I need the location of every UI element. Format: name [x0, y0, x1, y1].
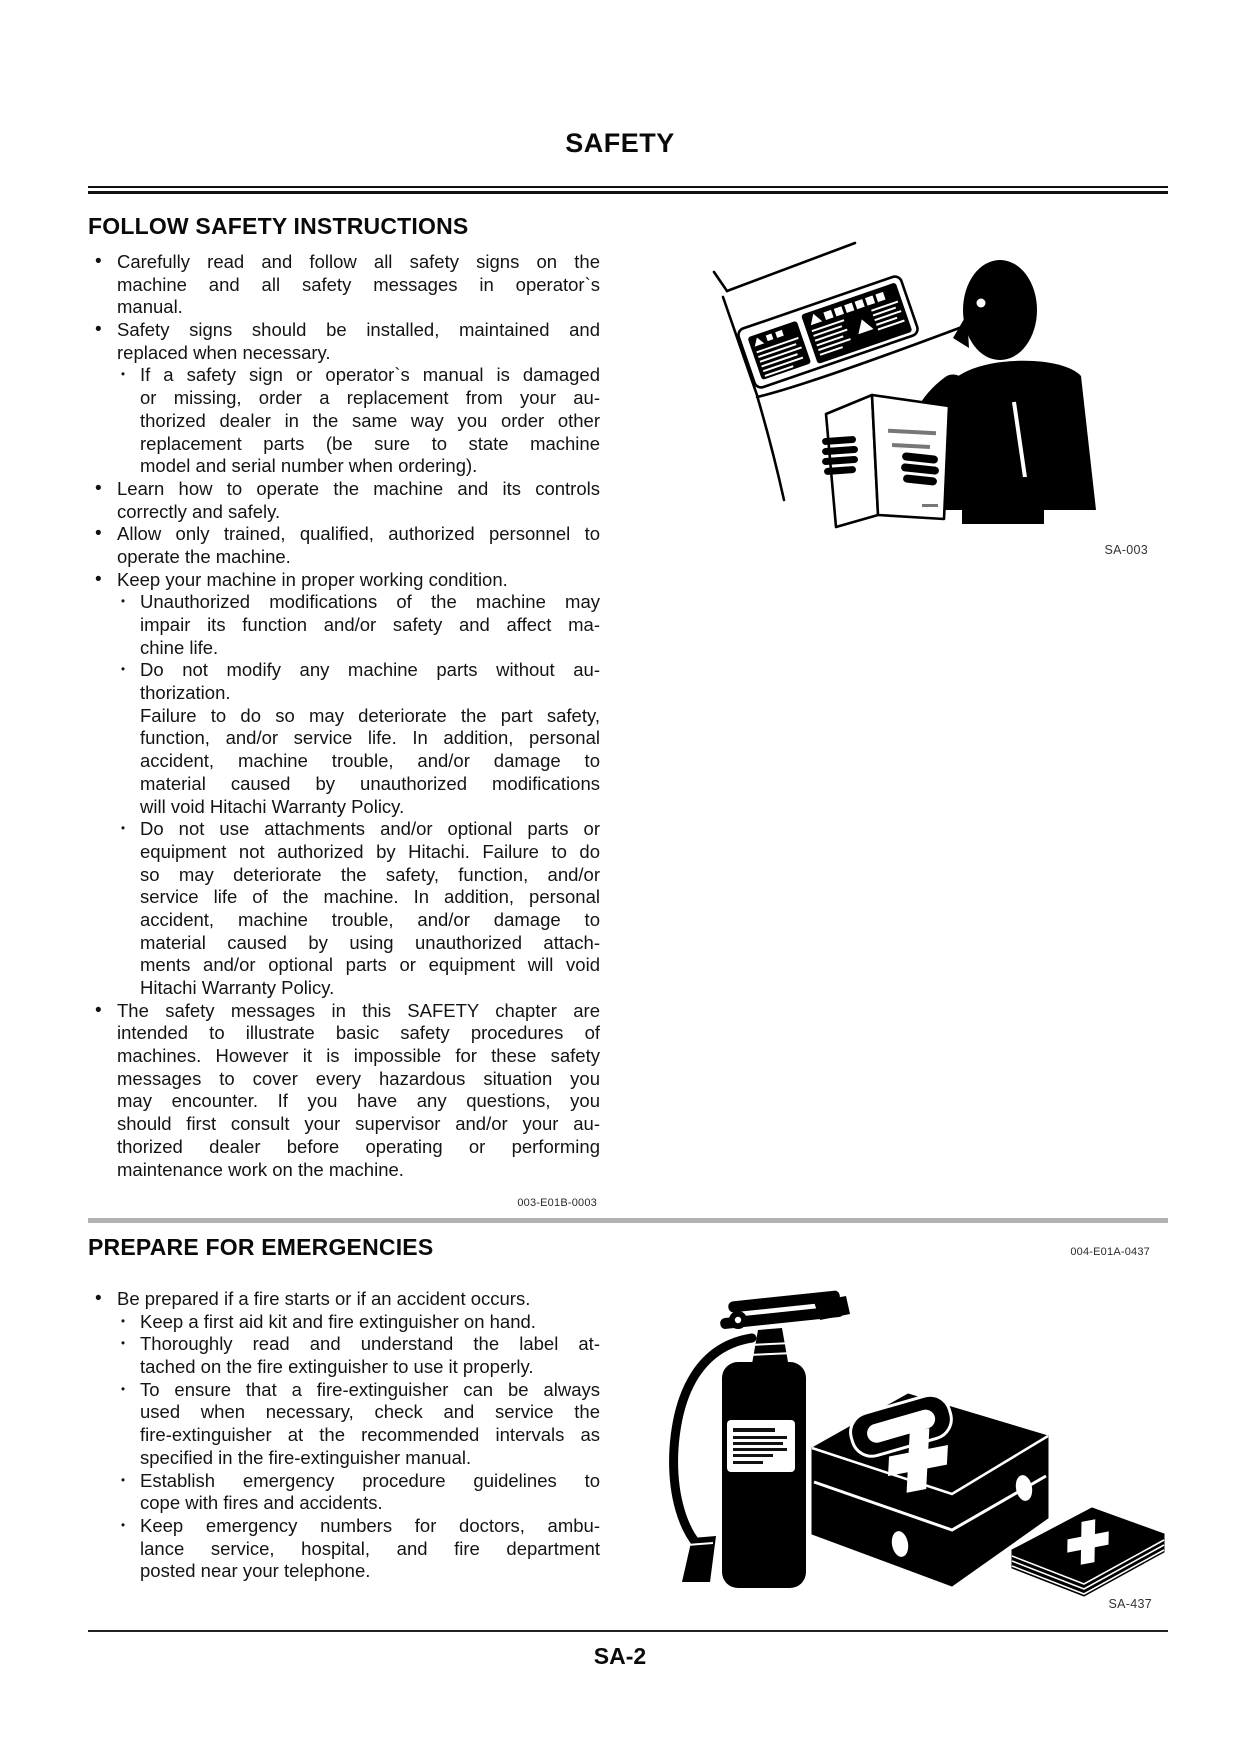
item-text — [140, 1311, 600, 1334]
right-hand-fingers — [901, 452, 940, 486]
text-line: ments and/or optional parts or equipment will void — [140, 954, 600, 976]
text-line: impair its function and/or safety and affect ma- — [140, 614, 600, 636]
bullet-icon: • — [95, 568, 102, 590]
text-line: Do not modify any machine parts without au- — [140, 659, 600, 681]
item-text — [140, 1470, 600, 1515]
item-text — [117, 251, 600, 319]
text-line: The safety messages in this SAFETY chapter are — [117, 999, 600, 1021]
text-line: thorized dealer before operating or performing — [117, 1135, 600, 1157]
fire-extinguisher — [674, 1290, 850, 1588]
text-line: should first consult your supervisor and/or your au- — [117, 1113, 600, 1135]
item-text — [117, 1288, 600, 1311]
text-line: so may deteriorate the safety, function, and/or — [140, 863, 600, 885]
list-item — [118, 1470, 600, 1515]
section-divider — [88, 1218, 1168, 1223]
bullet-icon: • — [95, 523, 102, 545]
text-line: replaced when necessary. — [117, 341, 331, 363]
item-text — [140, 1379, 600, 1470]
item-text — [140, 1515, 600, 1583]
bullet-icon: • — [95, 319, 102, 341]
section-code: 003-E01B-0003 — [517, 1197, 597, 1209]
fire-extinguisher-first-aid-illustration — [600, 1288, 1170, 1600]
warning-label-plate — [737, 275, 920, 390]
text-line: Unauthorized modifications of the machine may — [140, 591, 600, 613]
list-item — [118, 591, 600, 659]
sub-bullet-icon: • — [121, 1315, 126, 1328]
text-line: manual. — [117, 296, 183, 318]
item-text — [117, 478, 600, 523]
list-item — [118, 659, 600, 704]
text-line: chine life. — [140, 636, 219, 658]
text-line: Keep a first aid kit and fire extinguisher on hand. — [140, 1310, 536, 1332]
sub-bullet-icon: • — [121, 1338, 126, 1351]
item-text — [117, 569, 600, 592]
bullet-icon: • — [95, 477, 102, 499]
text-line: machine and all safety messages in operator`s — [117, 273, 600, 295]
text-line: material caused by unauthorized modifications — [140, 772, 600, 794]
bullet-icon: • — [95, 1288, 102, 1309]
footer-rule — [88, 1630, 1168, 1632]
list-item — [118, 1515, 600, 1583]
text-line: Hitachi Warranty Policy. — [140, 977, 335, 999]
text-line: Carefully read and follow all safety signs on the — [117, 251, 600, 272]
list-item — [88, 319, 600, 364]
item-text — [140, 591, 600, 659]
list-item — [88, 478, 600, 523]
text-line: or missing, order a replacement from your au- — [140, 387, 600, 409]
list-item — [88, 1288, 600, 1311]
text-line: thorized dealer in the same way you order other — [140, 409, 600, 431]
text-line: machines. However it is impossible for these safety — [117, 1045, 600, 1067]
text-line: lance service, hospital, and fire department — [140, 1537, 600, 1559]
sub-bullet-icon: • — [121, 1474, 126, 1487]
text-line: fire-extinguisher at the recommended intervals as — [140, 1424, 600, 1446]
sub-bullet-icon: • — [121, 596, 126, 609]
sub-bullet-icon: • — [121, 1519, 126, 1532]
text-line: may encounter. If you have any questions, you — [117, 1090, 600, 1112]
text-line: service life of the machine. In addition, personal — [140, 886, 600, 908]
list-item — [140, 705, 600, 818]
text-line: To ensure that a fire-extinguisher can be always — [140, 1378, 600, 1400]
section-title-prepare-for-emergencies: PREPARE FOR EMERGENCIES — [88, 1234, 434, 1260]
text-line: used when necessary, check and service the — [140, 1401, 600, 1423]
text-line: operate the machine. — [117, 545, 291, 567]
text-line: If a safety sign or operator`s manual is damaged — [140, 364, 600, 386]
sub-bullet-icon: • — [121, 823, 126, 836]
sub-bullet-icon: • — [121, 1383, 126, 1396]
text-line: correctly and safely. — [117, 500, 281, 522]
bullet-icon: • — [95, 251, 102, 272]
item-text — [140, 364, 600, 477]
item-text — [140, 659, 600, 704]
text-line: intended to illustrate basic safety procedures of — [117, 1022, 600, 1044]
text-line: posted near your telephone. — [140, 1560, 371, 1582]
operator-reading-manual-illustration — [640, 218, 1165, 530]
safety-instructions-list — [88, 251, 600, 1181]
item-text — [140, 705, 600, 818]
list-item — [118, 1311, 600, 1334]
text-line: tached on the fire extinguisher to use it properly. — [140, 1356, 534, 1378]
text-line: accident, machine trouble, and/or damage to — [140, 908, 600, 930]
text-line: function, and/or service life. In addition, personal — [140, 727, 600, 749]
rule-line — [88, 191, 1168, 194]
item-text — [140, 1333, 600, 1378]
text-line: Safety signs should be installed, maintained and — [117, 319, 600, 341]
list-item — [118, 364, 600, 477]
list-item — [88, 1000, 600, 1182]
section-code: 004-E01A-0437 — [1070, 1246, 1150, 1258]
person-head — [953, 260, 1037, 360]
figure-caption: SA-003 — [1104, 543, 1148, 557]
text-line: model and serial number when ordering). — [140, 455, 478, 477]
item-text — [117, 319, 600, 364]
text-line: cope with fires and accidents. — [140, 1492, 383, 1514]
list-item — [88, 251, 600, 319]
item-text — [117, 1000, 600, 1182]
text-line: Establish emergency procedure guidelines to — [140, 1469, 600, 1491]
sub-bullet-icon: • — [121, 664, 126, 677]
list-item — [88, 569, 600, 592]
list-item — [118, 1333, 600, 1378]
text-line: will void Hitachi Warranty Policy. — [140, 795, 405, 817]
text-line: replacement parts (be sure to state machine — [140, 432, 600, 454]
chapter-title: SAFETY — [565, 128, 675, 158]
bullet-icon: • — [95, 999, 102, 1021]
page-number: SA-2 — [593, 1643, 647, 1669]
text-line: specified in the fire-extinguisher manual. — [140, 1446, 472, 1468]
text-line: messages to cover every hazardous situation you — [117, 1067, 600, 1089]
list-item — [88, 523, 600, 568]
text-line: Allow only trained, qualified, authorized personnel to — [117, 523, 600, 545]
text-line: Failure to do so may deteriorate the part safety, — [140, 704, 600, 726]
sub-bullet-icon: • — [121, 369, 126, 382]
item-text — [117, 523, 600, 568]
section-title-follow-safety-instructions: FOLLOW SAFETY INSTRUCTIONS — [88, 213, 469, 239]
list-item — [118, 818, 600, 1000]
text-line: Thoroughly read and understand the label at- — [140, 1333, 600, 1355]
text-line: Keep your machine in proper working condition. — [117, 568, 508, 590]
text-line: Learn how to operate the machine and its controls — [117, 477, 600, 499]
text-line: Do not use attachments and/or optional parts or — [140, 818, 600, 840]
text-line: material caused by using unauthorized attach- — [140, 931, 600, 953]
text-line: thorization. — [140, 682, 231, 704]
item-text — [140, 818, 600, 1000]
text-line: accident, machine trouble, and/or damage to — [140, 750, 600, 772]
text-line: Keep emergency numbers for doctors, ambu- — [140, 1514, 600, 1536]
emergency-preparation-list — [88, 1288, 600, 1583]
text-line: equipment not authorized by Hitachi. Failure to do — [140, 840, 600, 862]
header-double-rule — [88, 186, 1168, 194]
text-line: Be prepared if a fire starts or if an accident occurs. — [117, 1288, 531, 1309]
list-item — [118, 1379, 600, 1470]
text-line: maintenance work on the machine. — [117, 1158, 404, 1180]
figure-caption: SA-437 — [1108, 1597, 1152, 1611]
